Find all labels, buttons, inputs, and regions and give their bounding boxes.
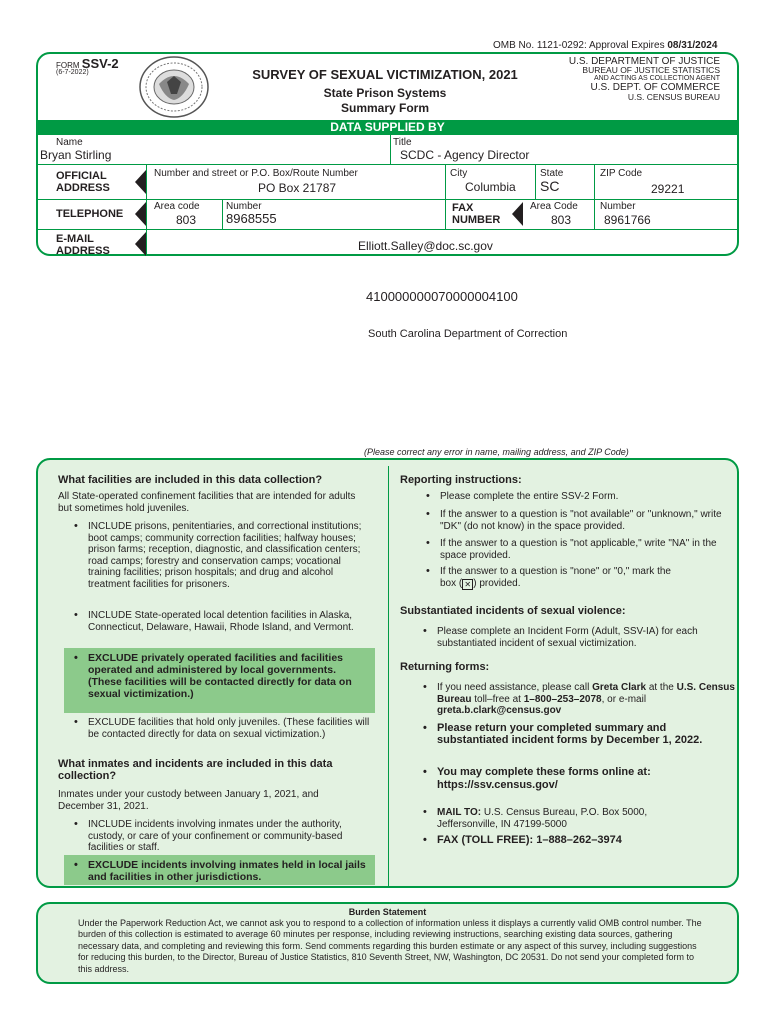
checkbox-x-icon: ✕ — [462, 579, 473, 590]
correction-note: (Please correct any error in name, mailing address, and ZIP Code) — [364, 447, 629, 457]
mail-bullet: • MAIL TO: U.S. Census Bureau, P.O. Box 5000, Jeffersonville, IN 47199-5000 — [437, 807, 697, 830]
arrow-icon — [135, 232, 146, 256]
street-label: Number and street or P.O. Box/Route Number — [154, 168, 358, 179]
fax-number-field[interactable]: 8961766 — [604, 213, 651, 227]
survey-subtitle: State Prison Systems — [323, 86, 447, 100]
organization-name: South Carolina Department of Correction — [368, 328, 568, 340]
telephone-label: TELEPHONE — [56, 208, 124, 220]
return-deadline-bullet: • Please return your completed summary and substantiated incident forms by December 1, 2022. — [437, 722, 727, 746]
agency-line: U.S. DEPT. OF COMMERCE — [590, 82, 720, 93]
agency-line: AND ACTING AS COLLECTION AGENT — [593, 75, 720, 82]
form-date: (6-7-2022) — [56, 69, 89, 76]
address-label: ADDRESS — [56, 182, 110, 194]
email-label: E-MAIL — [56, 233, 94, 245]
substantiated-bullet: • Please complete an Incident Form (Adult, SSV-IA) for each substantiated incident of sexual victimization. — [437, 626, 737, 649]
arrow-icon — [512, 202, 523, 226]
agency-line: U.S. DEPARTMENT OF JUSTICE — [568, 56, 720, 67]
fax-number-label: NUMBER — [452, 214, 501, 226]
omb-approval: OMB No. 1121-0292: Approval Expires 08/31/2024 — [493, 40, 718, 51]
title-field[interactable]: SCDC - Agency Director — [400, 148, 530, 162]
exclude-private-bullet: • EXCLUDE privately operated facilities and facilities operated and administered by local governments. (These facilities will be contacted directly for data on sexual victimization.) — [88, 652, 370, 700]
zip-field[interactable]: 29221 — [651, 182, 685, 196]
email-link[interactable]: greta.b.clark@census.gov — [437, 705, 562, 716]
fax-label: FAX — [452, 202, 474, 214]
email-address-label: ADDRESS — [56, 245, 110, 257]
city-field[interactable]: Columbia — [465, 180, 516, 194]
reporting-bullet-4: • If the answer to a question is "none" or "0," mark the box ( ✕ ) provided. — [440, 566, 732, 590]
state-field[interactable]: SC — [540, 178, 560, 194]
data-supplied-bar: DATA SUPPLIED BY — [37, 120, 738, 135]
include-incidents-bullet: • INCLUDE incidents involving inmates under the authority, custody, or care of your confinement or community-based facilities or staff. — [88, 819, 358, 854]
reporting-bullet-2: • If the answer to a question is "not available" or "unknown," write "DK" (do not know) in the space provided. — [440, 509, 732, 532]
phone-area-field[interactable]: 803 — [176, 213, 197, 227]
fax-num-label: Number — [600, 201, 636, 212]
facilities-heading: What facilities are included in this data collection? — [58, 474, 323, 486]
facility-id-number: 410000000070000004100 — [366, 289, 518, 304]
assistance-bullet: • If you need assistance, please call Greta Clark at the U.S. Census Bureau toll–free at 1–800–253–2078, or e-mail greta.b.clark@census.gov — [437, 682, 735, 717]
state-label: State — [540, 168, 564, 179]
agency-line: U.S. CENSUS BUREAU — [627, 92, 720, 102]
panel-divider — [388, 466, 389, 886]
inmates-heading: What inmates and incidents are included in this data collection? — [58, 758, 333, 782]
returning-heading: Returning forms: — [400, 661, 490, 673]
arrow-icon — [135, 170, 146, 194]
name-label: Name — [56, 137, 83, 148]
substantiated-heading: Substantiated incidents of sexual violence: — [400, 605, 626, 617]
area-code-label: Area code — [154, 201, 200, 212]
include-facilities-bullet: • INCLUDE prisons, penitentiaries, and correctional institutions; boot camps; community correction facilities; halfway houses; prison farms; reception, diagnostic, and classification centers; road camps; forestry and conservation camps; vocational training facilities; prison hospitals; and drug and alcohol treatment facilities for prisoners. — [88, 521, 373, 590]
name-field[interactable]: Bryan Stirling — [40, 148, 112, 162]
number-label: Number — [226, 201, 262, 212]
reporting-bullet-1: • Please complete the entire SSV-2 Form. — [440, 491, 730, 503]
fax-area-field[interactable]: 803 — [551, 213, 572, 227]
exclude-jails-bullet: • EXCLUDE incidents involving inmates held in local jails and facilities in other jurisdictions. — [88, 859, 373, 883]
title-label: Title — [393, 137, 412, 148]
exclude-juvenile-bullet: • EXCLUDE facilities that hold only juveniles. (These facilities will be contacted directly for data on sexual victimization.) — [88, 717, 373, 740]
street-field[interactable]: PO Box 21787 — [258, 181, 337, 195]
online-bullet: • You may complete these forms online at: https://ssv.census.gov/ — [437, 766, 727, 792]
reporting-bullet-3: • If the answer to a question is "not applicable," write "NA" in the space provided. — [440, 538, 732, 561]
include-local-bullet: • INCLUDE State-operated local detention facilities in Alaska, Connecticut, Delaware, Hawaii, Rhode Island, and Vermont. — [88, 610, 373, 633]
online-link[interactable]: https://ssv.census.gov/ — [437, 779, 558, 791]
inmates-intro: Inmates under your custody between January 1, 2021, and December 31, 2021. — [58, 789, 319, 812]
survey-title: SURVEY OF SEXUAL VICTIMIZATION, 2021 — [252, 67, 518, 82]
burden-title: Burden Statement — [348, 907, 427, 917]
official-label: OFFICIAL — [56, 170, 107, 182]
reporting-heading: Reporting instructions: — [400, 474, 522, 486]
facilities-intro: All State-operated confinement facilities that are intended for adults but sometimes hold juveniles. — [58, 491, 356, 514]
agency-line: BUREAU OF JUSTICE STATISTICS — [582, 65, 720, 75]
form-type: Summary Form — [340, 101, 430, 115]
city-label: City — [450, 168, 468, 179]
fax-bullet: • FAX (TOLL FREE): 1–888–262–3974 — [437, 835, 727, 847]
email-field[interactable]: Elliott.Salley@doc.sc.gov — [358, 239, 493, 253]
burden-text: Under the Paperwork Reduction Act, we cannot ask you to respond to a collection of information unless it displays a currently valid OMB control number. The burden of this collection is estimated to average 60 minutes per response, including reviewing instructions, searching existing data sources, gathering necessary data, and completing and reviewing this form. Send comments regarding this burden estimate or any aspect of this survey, including suggestions for reducing this burden, to the Director, Bureau of Justice Statistics, 810 Seventh Street, NW, Washington, DC 20531. Do not send your completed form to this address. — [78, 918, 702, 974]
form-id: FORM SSV-2 — [56, 56, 119, 71]
zip-label: ZIP Code — [600, 168, 643, 179]
fax-area-label: Area Code — [530, 201, 578, 212]
phone-number-field[interactable]: 8968555 — [226, 211, 277, 226]
arrow-icon — [135, 202, 146, 226]
